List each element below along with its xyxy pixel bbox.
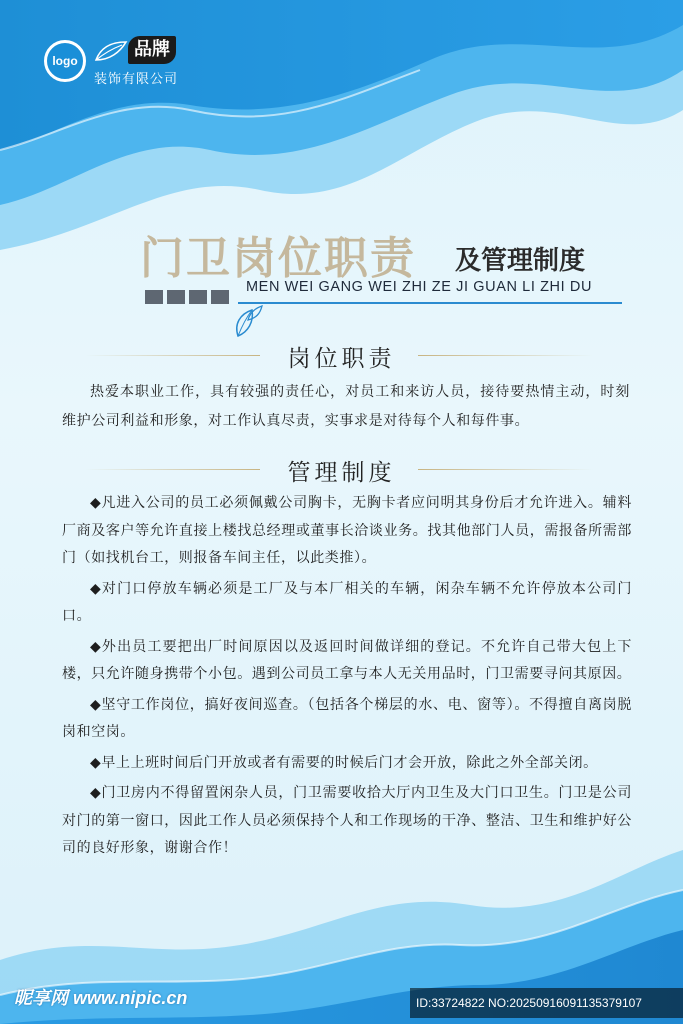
divider-right <box>418 355 593 356</box>
leaf-logo-icon <box>92 38 132 64</box>
section-header-duty <box>0 340 683 370</box>
rule-item: ◆早上上班时间后门开放或者有需要的时候后门才会开放，除此之外全部关闭。 <box>90 754 598 771</box>
section-header-rules <box>0 454 683 484</box>
page-subtitle: 及管理制度 <box>455 246 586 276</box>
rule-item: ◆门卫房内不得留置闲杂人员，门卫需要收拾大厅内卫生及大门口卫生。门卫是公司对门的第一窗口，因此工作人员必须保持个人和工作现场的干净、整洁、卫生和维护好公司的良好形象，谢谢合作！ <box>62 785 632 856</box>
rules-list <box>62 490 632 866</box>
square-4 <box>211 290 229 304</box>
square-3 <box>189 290 207 304</box>
page-title: 门卫岗位职责 <box>140 233 416 284</box>
company-name: 装饰有限公司 <box>94 72 179 87</box>
image-id-text: ID:33724822 NO:20250916091135379107 <box>416 996 642 1010</box>
leaf-decoration-icon <box>228 300 264 340</box>
title-decoration-squares <box>145 290 229 304</box>
site-watermark: 昵享网 www.nipic.cn <box>14 988 188 1008</box>
rule-item: ◆坚守工作岗位，搞好夜间巡查。（包括各个梯层的水、电、窗等）。不得擅自离岗脱岗和空岗。 <box>62 696 632 740</box>
title-pinyin: MEN WEI GANG WEI ZHI ZE JI GUAN LI ZHI DU <box>246 279 593 295</box>
square-2 <box>167 290 185 304</box>
divider-right <box>418 469 593 470</box>
rule-item: ◆对门口停放车辆必须是工厂及与本厂相关的车辆，闲杂车辆不允许停放本公司门口。 <box>62 580 632 624</box>
rule-item: ◆外出员工要把出厂时间原因以及返回时间做详细的登记。不允许自己带大包上下楼，只允许随身携带个小包。遇到公司员工拿与本人无关用品时，门卫需要寻问其原因。 <box>62 638 632 682</box>
duty-paragraph: 热爱本职业工作，具有较强的责任心，对员工和来访人员，接待要热情主动，时刻维护公司利益和形象，对工作认真尽责，实事求是对待每个人和每件事。 <box>62 384 630 429</box>
logo-text: logo <box>52 54 78 68</box>
title-underline <box>238 302 622 304</box>
section-title-rules: 管理制度 <box>287 460 396 486</box>
square-1 <box>145 290 163 304</box>
brand-badge: 品牌 <box>128 36 176 64</box>
logo-badge <box>44 40 86 82</box>
rule-item: ◆凡进入公司的员工必须佩戴公司胸卡，无胸卡者应问明其身份后才允许进入。辅料厂商及客户等允许直接上楼找总经理或董事长洽谈业务。找其他部门人员，需报备所需部门（如找机台工，则报备车间主任，以此类推）。 <box>62 495 632 566</box>
section-title-duty: 岗位职责 <box>287 346 396 372</box>
